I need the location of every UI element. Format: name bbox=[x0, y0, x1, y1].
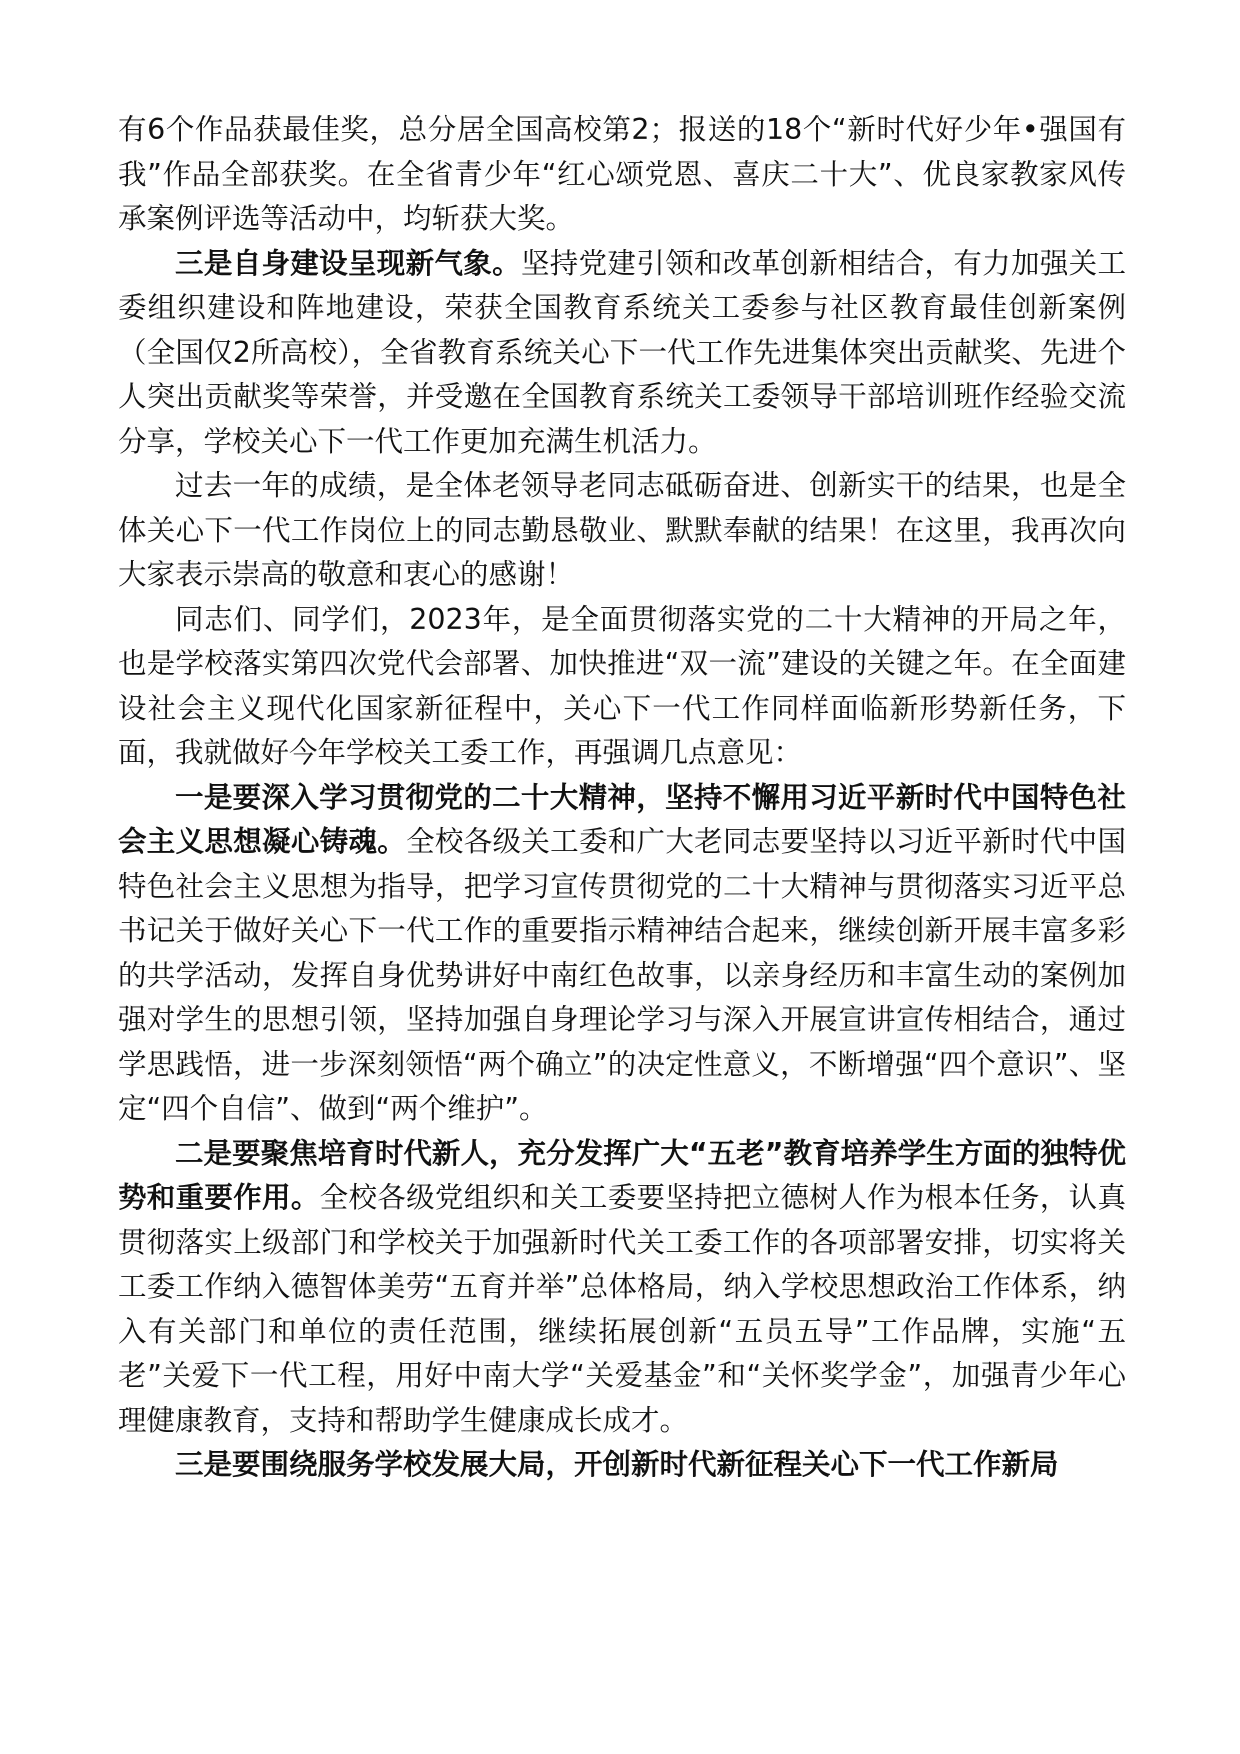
paragraph-4 bbox=[118, 598, 1126, 776]
paragraph-4-text: 同志们、同学们，2023年，是全面贯彻落实党的二十大精神的开局之年，也是学校落实第四次党代会部署、加快推进“双一流”建设的关键之年。在全面建设社会主义现代化国家新征程中，关心下一代工作同样面临新形势新任务，下面，我就做好今年学校关工委工作，再强调几点意见： bbox=[118, 602, 1126, 769]
paragraph-6 bbox=[118, 1132, 1126, 1444]
paragraph-2 bbox=[118, 242, 1126, 465]
paragraph-7 bbox=[118, 1443, 1126, 1488]
paragraph-2-lead: 三是自身建设呈现新气象。 bbox=[175, 246, 521, 280]
paragraph-5-text: 全校各级关工委和广大老同志要坚持以习近平新时代中国特色社会主义思想为指导，把学习宣传贯彻党的二十大精神与贯彻落实习近平总书记关于做好关心下一代工作的重要指示精神结合起来，继续创新开展丰富多彩的共学活动，发挥自身优势讲好中南红色故事，以亲身经历和丰富生动的案例加强对学生的思想引领，坚持加强自身理论学习与深入开展宣讲宣传相结合，通过学思践悟，进一步深刻领悟“两个确立”的决定性意义，不断增强“四个意识”、坚定“四个自信”、做到“两个维护”。 bbox=[118, 825, 1126, 1125]
paragraph-1-text: 有6个作品获最佳奖，总分居全国高校第2；报送的18个“新时代好少年•强国有我”作品全部获奖。在全省青少年“红心颂党恩、喜庆二十大”、优良家教家风传承案例评选等活动中，均斩获大奖。 bbox=[118, 113, 1126, 235]
paragraph-2-text: 坚持党建引领和改革创新相结合，有力加强关工委组织建设和阵地建设，荣获全国教育系统关工委参与社区教育最佳创新案例（全国仅2所高校），全省教育系统关心下一代工作先进集体突出贡献奖、先进个人突出贡献奖等荣誉，并受邀在全国教育系统关工委领导干部培训班作经验交流分享，学校关心下一代工作更加充满生机活力。 bbox=[118, 246, 1126, 458]
paragraph-7-lead: 三是要围绕服务学校发展大局，开创新时代新征程关心下一代工作新局 bbox=[175, 1448, 1059, 1481]
paragraph-5 bbox=[118, 776, 1126, 1132]
document-page bbox=[118, 108, 1126, 1488]
paragraph-6-lead: 二是要聚焦培育时代新人，充分发挥广大“五老”教育培养学生方面的独特优势和重要作用。 bbox=[118, 1136, 1126, 1214]
paragraph-6-text: 全校各级党组织和关工委要坚持把立德树人作为根本任务，认真贯彻落实上级部门和学校关于加强新时代关工委工作的各项部署安排，切实将关工委工作纳入德智体美劳“五育并举”总体格局，纳入学校思想政治工作体系，纳入有关部门和单位的责任范围，继续拓展创新“五员五导”工作品牌，实施“五老”关爱下一代工程，用好中南大学“关爱基金”和“关怀奖学金”，加强青少年心理健康教育，支持和帮助学生健康成长成才。 bbox=[118, 1181, 1126, 1437]
paragraph-3 bbox=[118, 464, 1126, 598]
paragraph-1 bbox=[118, 108, 1126, 242]
paragraph-5-lead: 一是要深入学习贯彻党的二十大精神，坚持不懈用习近平新时代中国特色社会主义思想凝心铸魂。 bbox=[118, 780, 1126, 858]
paragraph-3-text: 过去一年的成绩，是全体老领导老同志砥砺奋进、创新实干的结果，也是全体关心下一代工作岗位上的同志勤恳敬业、默默奉献的结果！在这里，我再次向大家表示崇高的敬意和衷心的感谢！ bbox=[118, 469, 1126, 591]
